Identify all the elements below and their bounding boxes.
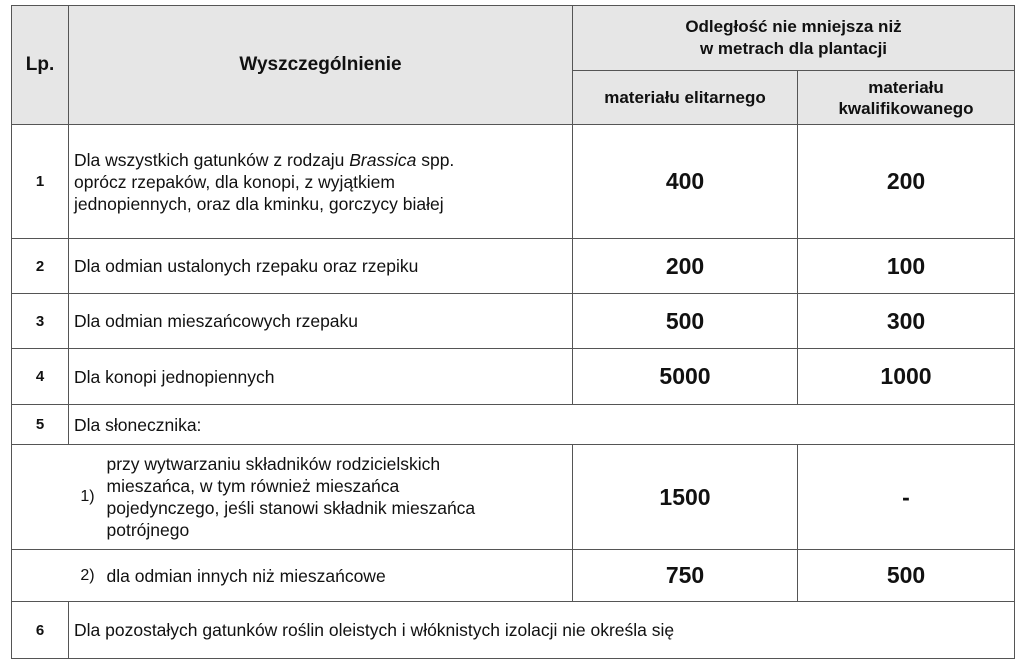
- row-description-line1: [74, 149, 572, 171]
- header-qualified-line1: materiału: [868, 77, 944, 97]
- row-elite-value: 500: [573, 294, 798, 349]
- row-lp: 2: [12, 239, 69, 294]
- row-lp: 4: [12, 349, 69, 405]
- row-elite-value: 400: [573, 125, 798, 239]
- header-distance-line2: w metrach dla plantacji: [699, 39, 888, 58]
- row-description: Dla pozostałych gatunków roślin oleistych i włóknistych izolacji nie określa się: [69, 602, 1015, 659]
- header-elite: materiału elitarnego: [573, 71, 798, 125]
- table-row-1: [12, 125, 1015, 239]
- row-qualified-value: 100: [798, 239, 1015, 294]
- sub-item-line2: mieszańca, w tym również mieszańca: [106, 476, 400, 496]
- sub-item-number: 2): [80, 566, 95, 584]
- row-lp: 5: [12, 405, 69, 445]
- row-elite-value: 200: [573, 239, 798, 294]
- header-lp: Lp.: [12, 6, 69, 125]
- row-qualified-value: 500: [798, 550, 1015, 602]
- sub-item-text: dla odmian innych niż mieszańcowe: [106, 565, 386, 586]
- table-row-4: [12, 349, 1015, 405]
- sub-item-number: 1): [80, 488, 95, 505]
- header-qualified-line2: kwalifikowanego: [838, 98, 974, 118]
- table-row-5-sub-2: [12, 550, 1015, 602]
- row-elite-value: 5000: [573, 349, 798, 405]
- row-lp: 1: [12, 125, 69, 239]
- isolation-distance-table: [11, 5, 1015, 659]
- row-description-line3: jednopiennych, oraz dla kminku, gorczycy białej: [74, 193, 444, 214]
- row-lp-empty: [12, 445, 69, 550]
- row-description: [69, 445, 573, 550]
- sub-item-line3: pojedynczego, jeśli stanowi składnik mieszańca: [106, 498, 476, 518]
- sub-item: [69, 453, 573, 541]
- row-description: [69, 550, 573, 602]
- row-qualified-value: 1000: [798, 349, 1015, 405]
- row-qualified-value: 200: [798, 125, 1015, 239]
- header-qualified: [798, 71, 1015, 125]
- header-distance-line1: Odległość nie mniejsza niż: [685, 17, 902, 36]
- row-description: Dla słonecznika:: [69, 405, 1015, 445]
- row-qualified-value: 300: [798, 294, 1015, 349]
- row-elite-value: 1500: [573, 445, 798, 550]
- sub-item-line4: potrójnego: [106, 520, 190, 540]
- row-lp-empty: [12, 550, 69, 602]
- table-row-5-sub-1: [12, 445, 1015, 550]
- row-description-line1-post: spp.: [416, 149, 455, 170]
- row-elite-value: 750: [573, 550, 798, 602]
- row-description: Dla odmian mieszańcowych rzepaku: [69, 294, 573, 349]
- row-description-genus: Brassica: [349, 149, 417, 170]
- row-qualified-value: -: [798, 445, 1015, 550]
- row-lp: 3: [12, 294, 69, 349]
- row-description: [69, 125, 573, 239]
- header-description: Wyszczególnienie: [69, 6, 573, 125]
- table-row-2: [12, 239, 1015, 294]
- table-row-6: [12, 602, 1015, 659]
- sub-item: [69, 565, 573, 587]
- row-description-line1-pre: Dla wszystkich gatunków z rodzaju: [74, 149, 350, 170]
- sub-item-text: [107, 453, 476, 541]
- row-lp: 6: [12, 602, 69, 659]
- table-row-3: [12, 294, 1015, 349]
- sub-item-line1: przy wytwarzaniu składników rodzicielskich: [106, 454, 441, 474]
- row-description: Dla konopi jednopiennych: [69, 349, 573, 405]
- header-row-1: [12, 6, 1015, 71]
- row-description-line2: oprócz rzepaków, dla konopi, z wyjątkiem: [74, 171, 395, 192]
- header-distance: [573, 6, 1015, 71]
- table-row-5: [12, 405, 1015, 445]
- row-description: Dla odmian ustalonych rzepaku oraz rzepiku: [69, 239, 573, 294]
